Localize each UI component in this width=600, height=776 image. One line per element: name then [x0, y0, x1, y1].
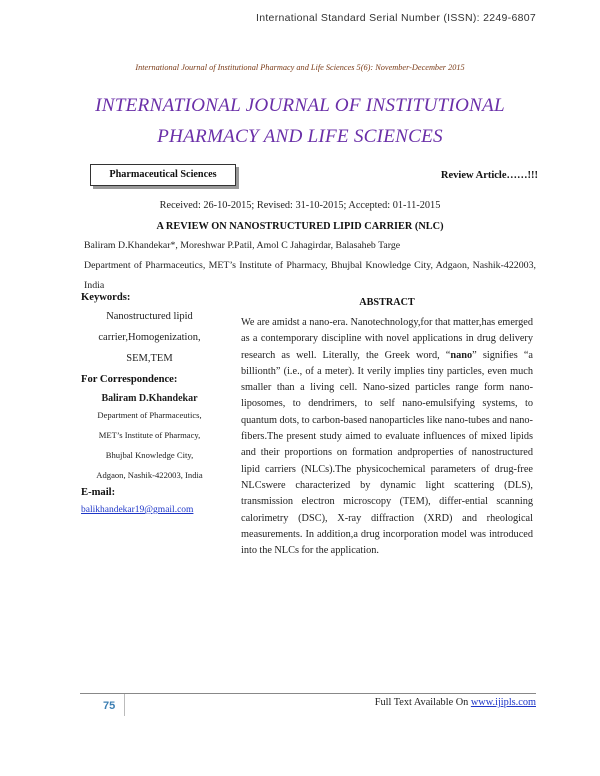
correspondence-address-line: MET’s Institute of Pharmacy, [98, 430, 201, 440]
email-link[interactable]: balikhandekar19@gmail.com [81, 505, 194, 515]
abstract-section [241, 297, 533, 559]
footer-availability [375, 697, 536, 708]
correspondence-address-line: Adgaon, Nashik-422003, India [96, 470, 203, 480]
article-sidebar [81, 292, 218, 515]
journal-title [0, 90, 600, 152]
email-label: E-mail: [81, 487, 116, 498]
abstract-keyword-nano: nano [450, 349, 473, 361]
abstract-heading: ABSTRACT [359, 297, 415, 308]
abstract-text [241, 315, 533, 559]
page-number: 75 [103, 700, 116, 712]
footer-available-label: Full Text Available On [374, 697, 471, 708]
footer-divider [80, 693, 536, 694]
page-number-separator [124, 694, 125, 716]
article-dates: Received: 26-10-2015; Revised: 31-10-2015; Accepted: 01-11-2015 [159, 200, 441, 211]
correspondence-address-line: Department of Pharmaceutics, [97, 410, 202, 420]
journal-title-line-2: PHARMACY AND LIFE SCIENCES [157, 126, 443, 147]
article-type: Review Article……!!! [440, 170, 538, 181]
correspondence-name: Baliram D.Khandekar [101, 393, 198, 404]
journal-title-line-1: INTERNATIONAL JOURNAL OF INSTITUTIONAL [95, 95, 505, 116]
keywords-label: Keywords: [81, 292, 131, 303]
author-list: Baliram D.Khandekar*, Moreshwar P.Patil, Amol C Jahagirdar, Balasaheb Targe [84, 240, 401, 251]
category-badge: Pharmaceutical Sciences [90, 164, 236, 186]
abstract-text-part: ” signifies “a billionth” (i.e., of a meter). It verily implies tiny particles, even much smaller than a living cell. Nano-sized particles range form nano-liposomes, to dendrimers, to self nano-emulsifying systems, to quantum dots, to carbon-based nanoparticles like nano-tubes and nano-fibers.The present study aimed to evaluate influences of mixed lipids and their proportions on formation andproperties of nanostructured lipid carriers (NLCs).The physicochemical parameters of drug-free NLCswere characterized by dynamic light scattering (DLS), transmission electron microscopy (TEM), differ-ential scanning calorimetry (DSC), X-ray diffraction (XRD) and rheological measurements. In addition,a drug incorporation model was introduced into the NLCs for the application. [241, 349, 533, 557]
issn-header: International Standard Serial Number (ISSN): 2249-6807 [255, 12, 536, 24]
journal-website-link[interactable]: www.ijipls.com [470, 697, 536, 708]
journal-citation-line: International Journal of Institutional Pharmacy and Life Sciences 5(6): November-December 2015 [135, 63, 465, 72]
correspondence-label: For Correspondence: [81, 374, 178, 385]
paper-title: A REVIEW ON NANOSTRUCTURED LIPID CARRIER (NLC) [156, 221, 444, 232]
abstract-text-part: We are amidst a nano-era. Nanotechnology,for that matter,has emerged as a contemporary discipline with novel applications in drug delivery research as well. Literally, the Greek word, “ [241, 317, 533, 361]
keywords-text: Nanostructured lipid carrier,Homogenization, SEM,TEM [98, 311, 201, 364]
author-affiliation: Department of Pharmaceutics, MET’s Institute of Pharmacy, Bhujbal Knowledge City, Adgaon, Nashik-422003, India [84, 260, 536, 291]
correspondence-address-line: Bhujbal Knowledge City, [105, 450, 194, 460]
correspondence-address [81, 405, 218, 485]
